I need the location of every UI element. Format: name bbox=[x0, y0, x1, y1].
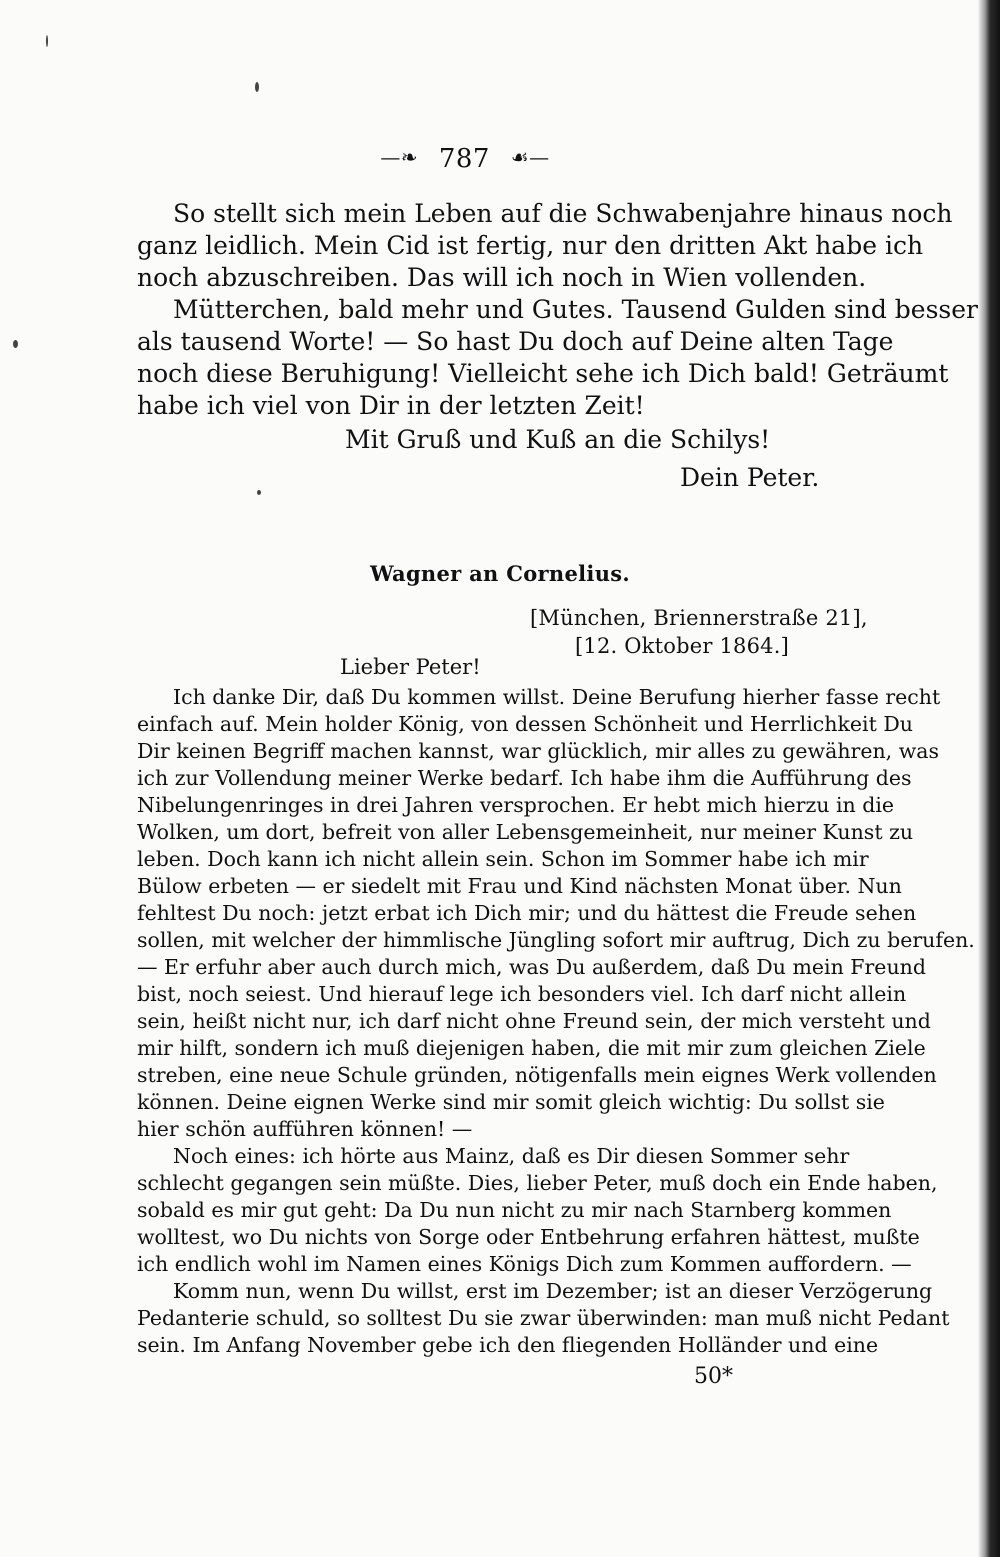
header-ornament-left: —❧ bbox=[380, 145, 419, 169]
letter-two-line: sollen, mit welcher der himmlische Jüngling sofort mir auftrug, Dich zu berufen. bbox=[137, 928, 975, 952]
signature-mark: 50* bbox=[694, 1364, 733, 1389]
letter-two-line: können. Deine eignen Werke sind mir somit gleich wichtig: Du sollst sie bbox=[137, 1090, 885, 1114]
letter-one-line: So stellt sich mein Leben auf die Schwabenjahre hinaus noch bbox=[173, 199, 953, 228]
letter-two-line: hier schön aufführen können! — bbox=[137, 1117, 473, 1141]
header-ornament-right: ☙— bbox=[510, 145, 550, 169]
letter-two-salutation: Lieber Peter! bbox=[340, 655, 481, 679]
letter-two-title: Wagner an Cornelius. bbox=[369, 561, 630, 586]
letter-one-line: noch abzuschreiben. Das will ich noch in Wien vollenden. bbox=[137, 263, 867, 292]
letter-two-line: Pedanterie schuld, so solltest Du sie zwar überwinden: man muß nicht Pedant bbox=[137, 1306, 950, 1330]
letter-one-line: Mütterchen, bald mehr und Gutes. Tausend Gulden sind besser bbox=[173, 295, 978, 324]
page-header bbox=[0, 142, 930, 174]
scan-speck bbox=[255, 82, 259, 92]
letter-two-date: [12. Oktober 1864.] bbox=[575, 634, 789, 658]
letter-two-line: sein, heißt nicht nur, ich darf nicht ohne Freund sein, der mich versteht und bbox=[137, 1009, 931, 1033]
letter-two-line: Dir keinen Begriff machen kannst, war glücklich, mir alles zu gewähren, was bbox=[137, 739, 939, 763]
letter-two-line: Ich danke Dir, daß Du kommen willst. Deine Berufung hierher fasse recht bbox=[173, 685, 941, 709]
letter-two-line: fehltest Du noch: jetzt erbat ich Dich mir; und du hättest die Freude sehen bbox=[137, 901, 917, 925]
letter-two-line: bist, noch seiest. Und hierauf lege ich besonders viel. Ich darf nicht allein bbox=[137, 982, 907, 1006]
letter-two-line: sobald es mir gut geht: Da Du nun nicht zu mir nach Starnberg kommen bbox=[137, 1198, 892, 1222]
scan-speck bbox=[13, 340, 18, 348]
scan-speck bbox=[257, 490, 261, 495]
letter-two-line: einfach auf. Mein holder König, von dessen Schönheit und Herrlichkeit Du bbox=[137, 712, 913, 736]
letter-two-line: Bülow erbeten — er siedelt mit Frau und Kind nächsten Monat über. Nun bbox=[137, 874, 902, 898]
letter-two-line: leben. Doch kann ich nicht allein sein. Schon im Sommer habe ich mir bbox=[137, 847, 869, 871]
letter-two-line: ich endlich wohl im Namen eines Königs Dich zum Kommen auffordern. — bbox=[137, 1252, 912, 1276]
letter-two-line: schlecht gegangen sein müßte. Dies, lieber Peter, muß doch ein Ende haben, bbox=[137, 1171, 938, 1195]
letter-one-body bbox=[137, 198, 978, 422]
letter-one-line: als tausend Worte! — So hast Du doch auf Deine alten Tage bbox=[137, 327, 894, 356]
letter-two-body bbox=[137, 684, 975, 1359]
page-number: 787 bbox=[438, 144, 490, 174]
letter-two-line: Komm nun, wenn Du willst, erst im Dezember; ist an dieser Verzögerung bbox=[173, 1279, 933, 1303]
letter-two-line: streben, eine neue Schule gründen, nötigenfalls mein eignes Werk vollenden bbox=[137, 1063, 937, 1087]
letter-one-closing: Mit Gruß und Kuß an die Schilys! bbox=[345, 425, 771, 454]
letter-one-signature: Dein Peter. bbox=[680, 463, 820, 492]
letter-two-line: — Er erfuhr aber auch durch mich, was Du außerdem, daß Du mein Freund bbox=[137, 955, 926, 979]
letter-two-line: sein. Im Anfang November gebe ich den fliegenden Holländer und eine bbox=[137, 1333, 879, 1357]
letter-two-line: ich zur Vollendung meiner Werke bedarf. Ich habe ihm die Aufführung des bbox=[137, 766, 912, 790]
letter-two-line: Noch eines: ich hörte aus Mainz, daß es Dir diesen Sommer sehr bbox=[173, 1144, 850, 1168]
letter-two-line: Wolken, um dort, befreit von aller Lebensgemeinheit, nur meiner Kunst zu bbox=[137, 820, 914, 844]
letter-one-line: habe ich viel von Dir in der letzten Zeit! bbox=[137, 391, 645, 420]
letter-two-line: mir hilft, sondern ich muß diejenigen haben, die mit mir zum gleichen Ziele bbox=[137, 1036, 926, 1060]
letter-two-line: Nibelungenringes in drei Jahren versprochen. Er hebt mich hierzu in die bbox=[137, 793, 895, 817]
scan-speck bbox=[46, 35, 48, 47]
letter-one-line: noch diese Beruhigung! Vielleicht sehe ich Dich bald! Geträumt bbox=[137, 359, 949, 388]
letter-two-place: [München, Briennerstraße 21], bbox=[530, 606, 868, 630]
book-edge-shadow bbox=[978, 0, 1000, 1557]
letter-one-line: ganz leidlich. Mein Cid ist fertig, nur den dritten Akt habe ich bbox=[137, 231, 924, 260]
letter-two-line: wolltest, wo Du nichts von Sorge oder Entbehrung erfahren hättest, mußte bbox=[137, 1225, 920, 1249]
